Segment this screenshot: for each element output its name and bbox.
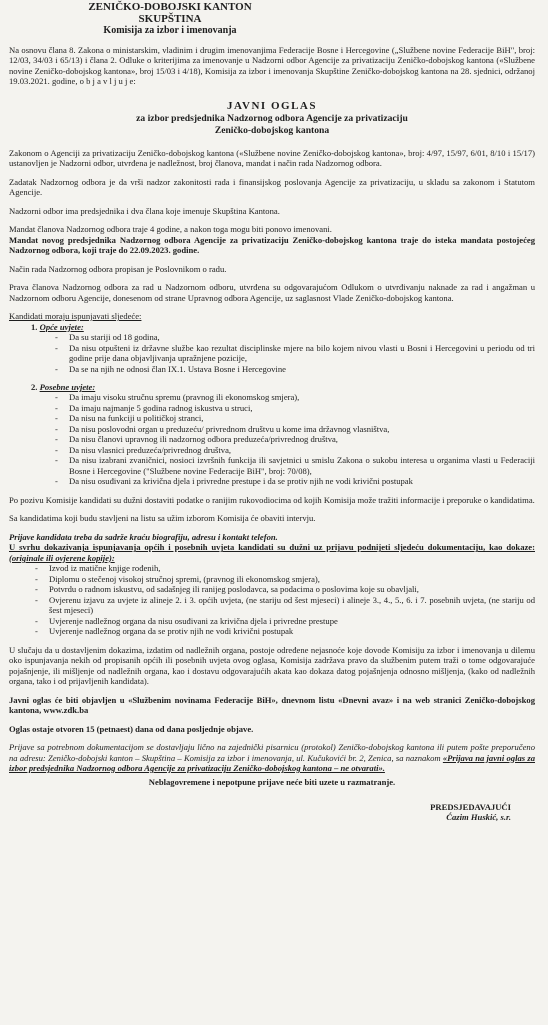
paragraph-rules: Način rada Nadzornog odbora propisan je Poslovnikom o radu. — [9, 263, 227, 274]
title-line-2: za izbor predsjednika Nadzornog odbora Agencije za privatizaciju — [136, 113, 408, 125]
paragraph-publication: Javni oglas će biti objavljen u «Službenim novinama Federacije BiH», dnevnom listu «Dnevni avaz» i na web stranici Zeničko-dobojskog kantona, www.zdk.ba — [9, 694, 535, 716]
commission-name: Komisija za izbor i imenovanja — [103, 25, 237, 36]
paragraph-open-period: Oglas ostaje otvoren 15 (petnaest) dana od dana posljednje objave. — [9, 723, 254, 734]
general-heading: Opće uvjete: — [39, 321, 84, 332]
submission-label: «Prijava na javni oglas za izbor predsjednika Nadzornog odbora Agencije za privatizaciju Zeničko-dobojskog kantona – ne otvarati». — [9, 752, 535, 773]
signature-name: Ćazim Huskić, s.r. — [446, 812, 511, 823]
document-header — [5, 1, 335, 37]
list-item: - Uvjerenje nadležnog organa da nisu osuđivani za krivična djela i privredne prestupe — [35, 616, 535, 626]
paragraph-task: Zadatak Nadzornog odbora je da vrši nadzor zakonitosti rada i finansijskog poslovanja Agencije za privatizaciju, u skladu sa zakonom i Statutom Agencije. — [9, 176, 535, 198]
list-item: - Diplomu o stečenoj visokoj stručnoj spremi, (pravnog ili ekonomskog smjera), — [35, 574, 535, 584]
special-heading: Posebne uvjete: — [39, 381, 96, 392]
paragraph-mandate: Mandat članova Nadzornog odbora traje 4 godine, a nakon toga mogu biti ponovo imenovani. — [9, 224, 332, 235]
list-item: - Izvod iz matične knjige rođenih, — [35, 563, 535, 573]
paragraph-composition: Nadzorni odbor ima predsjednika i dva člana koje imenuje Skupština Kantona. — [9, 205, 280, 216]
list-item: - Da imaju visoku stručnu spremu (pravnog ili ekonomskog smjera), — [53, 392, 535, 402]
document-page — [0, 1, 548, 1025]
requirements-heading: Kandidati moraju ispunjavati sljedeće: — [9, 311, 142, 322]
assembly-name: SKUPŠTINA — [138, 13, 202, 25]
list-item: - Potvrdu o radnom iskustvu, od sadašnjeg ili ranijeg poslodavca, sa podacima o poslovima koje su obavljali, — [35, 584, 535, 594]
title-main: JAVNI OGLAS — [227, 99, 317, 112]
special-requirements — [31, 382, 535, 487]
signature-block — [9, 802, 535, 823]
paragraph-interview: Sa kandidatima koji budu stavljeni na listu sa užim izborom Komisija će obaviti intervju. — [9, 513, 316, 524]
submission-text: Prijave sa potrebnom dokumentacijom se dostavljaju lično na zajednički pisarnicu (protokol) Zeničko-dobojskog kantona ili putem pošte preporučeno na adresu: Zeničko-dobojski kanton – Skupština – Komisija za izbor i imenovanja, ul. Kučukovići br. 2, Zenica, sa naznakom — [9, 742, 535, 763]
general-number: 1. — [31, 321, 38, 332]
list-item: - Da nisu otpušteni iz državne službe kao rezultat disciplinske mjere na bilo kojem nivou vlasti u Bosni i Hercegovini u periodu od tri godine prije dana objavljivanja upražnjene pozicije, — [53, 343, 535, 364]
list-item: - Da nisu osuđivani za krivična djela i privredne prestupe i da se protiv njih ne vodi krivični postupak — [53, 476, 535, 486]
paragraph-application-content: Prijave kandidata treba da sadrže kraću biografiju, adresu i kontakt telefon. — [9, 531, 278, 542]
announcement-title — [9, 100, 535, 137]
paragraph-references: Po pozivu Komisije kandidati su dužni dostaviti podatke o ranijim rukovodiocima od kojih Komisija može tražiti informacije i preporuke o kandidatima. — [9, 494, 535, 505]
paragraph-law: Zakonom o Agenciji za privatizaciju Zeničko-dobojskog kantona («Službene novine Zeničko-dobojskog kantona», broj: 4/97, 15/97, 6/01, 8/10 i 15/17) ustanovljen je Nadzorni odbor, utvrđena je nadležnost, broj članova, mandat i način rada Nadzornog odbora. — [9, 147, 535, 169]
list-item: - Da nisu izabrani zvaničnici, nosioci izvršnih funkcija ili savjetnici u smislu Zakona o sukobu interesa u organima vlasti u Federaciji Bosne i Hercegovine ("Službene novine Federacije BiH", broj: 70/08), — [53, 455, 535, 476]
documentation-note: (originale ili ovjerene kopije): — [9, 552, 115, 563]
list-item: - Da nisu članovi upravnog ili nadzornog odbora preduzeća/privrednog društva, — [53, 434, 535, 444]
paragraph-documentation — [9, 542, 535, 563]
list-item: - Da se na njih ne odnosi član IX.1. Ustava Bosne i Hercegovine — [53, 364, 535, 374]
paragraph-rights: Prava članova Nadzornog odbora za rad u Nadzornom odboru, utvrđena su odgovarajućom Odlukom o utvrđivanju naknade za rad i angažman u Nadzornom odboru Agencije, donesenom od strane Upravnog odbora Agencije, uz saglasnost Vlade Zeničko-dobojskog kantona. — [9, 282, 535, 303]
list-item: - Da su stariji od 18 godina, — [53, 332, 535, 342]
paragraph-late-applications: Neblagovremene i nepotpune prijave neće biti uzete u razmatranje. — [148, 777, 396, 788]
title-line-3: Zeničko-dobojskog kantona — [214, 125, 330, 137]
special-number: 2. — [31, 381, 38, 392]
paragraph-clarification: U slučaju da u dostavljenim dokazima, izdatim od nadležnih organa, postoje određene nejasnoće koje dovode Komisiju za izbor i imenovanja u dilemu oko ispunjavanja nekih od propisanih općih ili posebnih uvjeta ovog oglasa, Komisija zadržava pravo da službenim putem traži o tome odgovarajuće pojašnjenje, ili mišljenje od nadležnih organa, kao i dostavu odgovarajućih akata kao dokaza datog pojašnjenja odnosno mišljenja, (kako od nadležnih organa, tako i od prijavljenih kandidata). — [9, 644, 535, 687]
list-item: - Da nisu na funkciji u političkoj stranci, — [53, 413, 535, 423]
list-item: - Da nisu vlasnici preduzeća/privrednog društva, — [53, 445, 535, 455]
signature-title: PREDSJEDAVAJUĆI — [430, 801, 511, 812]
general-requirements — [31, 322, 535, 374]
general-list — [31, 332, 535, 374]
canton-name: ZENIČKO-DOBOJSKI KANTON — [88, 1, 252, 13]
documents-list — [9, 563, 535, 636]
list-item: - Da nisu poslovodni organ u preduzeću/ privrednom društvu u kome ima državnog vlasništva, — [53, 424, 535, 434]
paragraph-submission — [9, 742, 535, 773]
special-list — [31, 392, 535, 486]
documentation-text: U svrhu dokazivanja ispunjavanja općih i posebnih uvjeta kandidati su dužni uz prijavu podnijeti sljedeću dokumentaciju, kao dokaze: — [9, 542, 535, 553]
list-item: - Ovjerenu izjavu za uvjete iz alineje 2. i 3. općih uvjeta, (ne stariju od šest mjeseci) i alineje 3., 4., 5., 6. i 7. posebnih uvjeta, (ne stariju od šest mjeseci) — [35, 595, 535, 616]
intro-paragraph: Na osnovu člana 8. Zakona o ministarskim, vladinim i drugim imenovanjima Federacije Bosne i Hercegovine („Službene novine Federacije BiH", broj: 12/03, 34/03 i 65/13) i člana 2. Odluke o kriterijima za imenovanje u Nadzorni odbor Agencije za privatizaciju Zeničko-dobojskog kantona («Službene novine Zeničko-dobojskog kantona», broj 15/03 i 4/18), Komisija za izbor i imenovanja Skupštine Zeničko-dobojskog kantona na 28. sjednici, održanoj 19.03.2021. godine, o b j a v l j u j e: — [9, 45, 535, 87]
list-item: - Uvjerenje nadležnog organa da se protiv njih ne vodi krivični postupak — [35, 626, 535, 636]
list-item: - Da imaju najmanje 5 godina radnog iskustva u struci, — [53, 403, 535, 413]
paragraph-mandate-new: Mandat novog predsjednika Nadzornog odbora Agencije za privatizaciju Zeničko-dobojskog kantona traje do isteka mandata postojećeg Nadzornog odbora, koji traje do 22.09.2023. godine. — [9, 234, 535, 256]
